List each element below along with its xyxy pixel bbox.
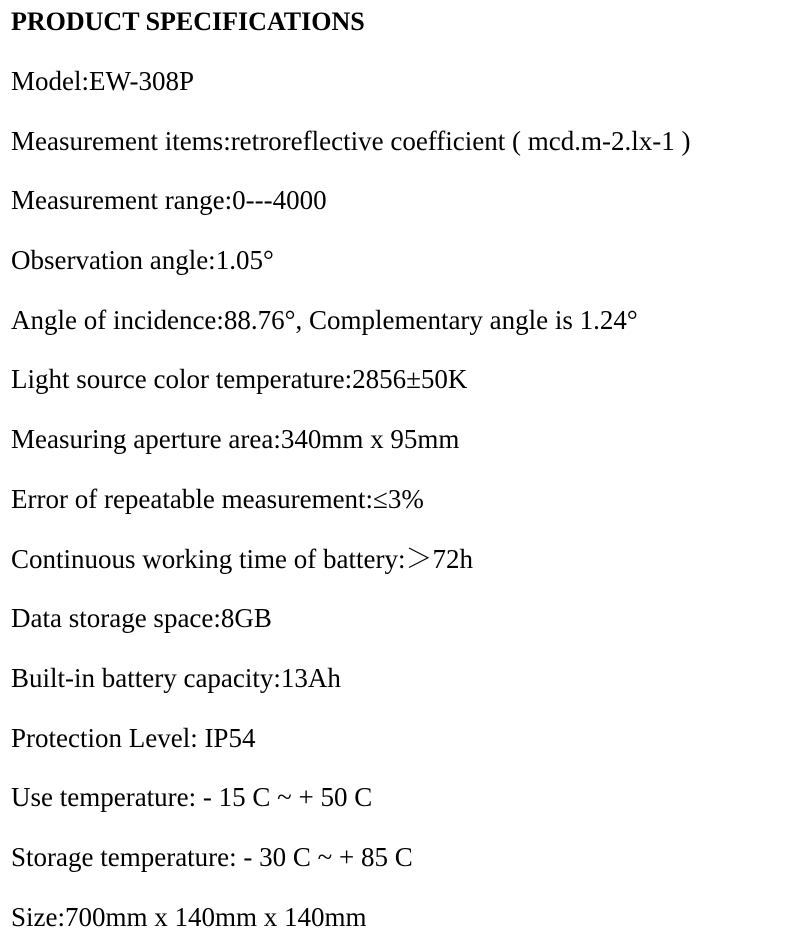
spec-measuring-aperture-area: Measuring aperture area:340mm x 95mm [11, 424, 460, 455]
page-title: PRODUCT SPECIFICATIONS [11, 7, 365, 36]
spec-battery-working-time: Continuous working time of battery:＞72h [11, 543, 473, 574]
spec-angle-of-incidence: Angle of incidence:88.76°, Complementary angle is 1.24° [11, 304, 638, 335]
spec-observation-angle: Observation angle:1.05° [11, 245, 274, 276]
spec-measurement-range: Measurement range:0---4000 [11, 185, 327, 216]
spec-use-temperature: Use temperature: - 15 C ~ + 50 C [11, 782, 373, 813]
spec-battery-capacity: Built-in battery capacity:13Ah [11, 662, 341, 693]
spec-document [11, 0, 796, 932]
spec-list [11, 52, 690, 947]
spec-size: Size:700mm x 140mm x 140mm [11, 901, 367, 932]
spec-measurement-items: Measurement items:retroreflective coefficient ( mcd.m-2.lx-1 ) [11, 125, 691, 156]
spec-data-storage: Data storage space:8GB [11, 603, 272, 634]
spec-repeatability-error: Error of repeatable measurement:≤3% [11, 483, 424, 514]
spec-light-source-color-temperature: Light source color temperature:2856±50K [11, 364, 468, 395]
spec-protection-level: Protection Level: IP54 [11, 722, 256, 753]
spec-model: Model:EW-308P [11, 66, 194, 96]
spec-storage-temperature: Storage temperature: - 30 C ~ + 85 C [11, 841, 413, 872]
